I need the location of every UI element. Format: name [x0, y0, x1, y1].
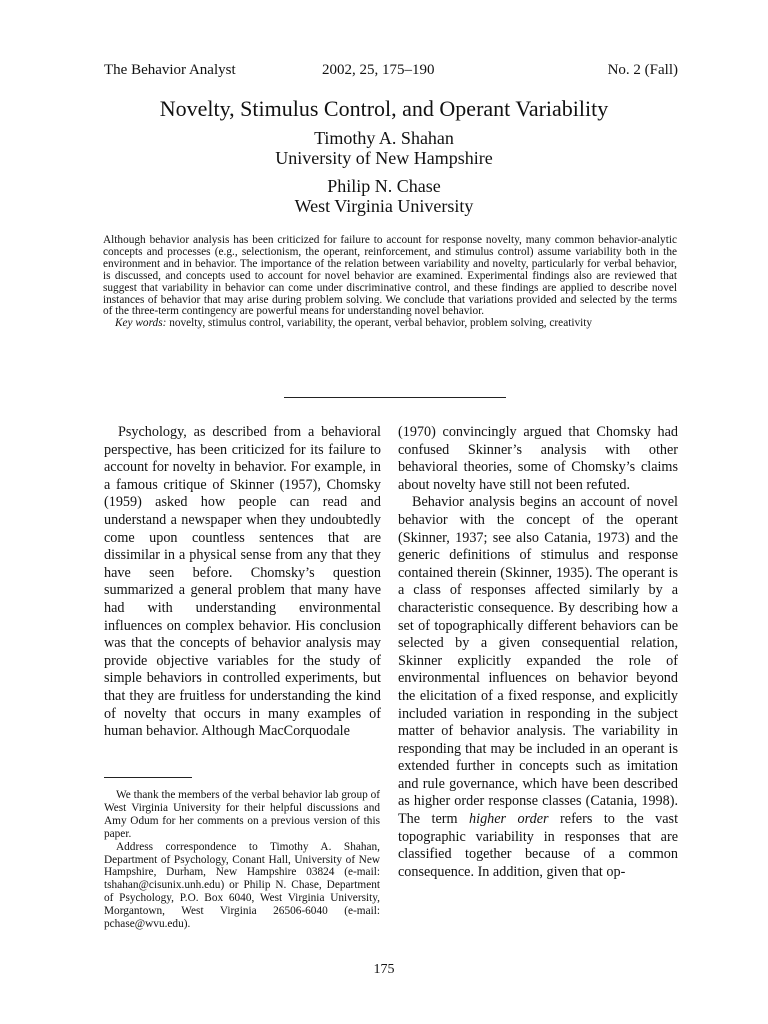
- footnote-acknowledgment: We thank the members of the verbal behavior lab group of West Virginia University for their helpful discussions and Amy Odum for her comments on a previous version of this paper.: [104, 789, 380, 840]
- body-paragraph: (1970) convincingly argued that Chomsky had confused Skinner’s analysis with other behavioral theories, some of Chomsky’s claims about novelty have still not been refuted.: [398, 424, 678, 493]
- paragraph-text: refers to the vast topographic variability in responses that are classified together because of a common consequence. In addition, given that op-: [398, 811, 679, 880]
- body-paragraph: [398, 494, 678, 881]
- footnote-divider: [104, 777, 192, 778]
- author-name-1: Timothy A. Shahan: [314, 128, 454, 148]
- abstract-text: Although behavior analysis has been criticized for failure to account for response novelty, many common behavior-analytic concepts and processes (e.g., selectionism, the operant, reinforcement, and stimulus control) assume variability both in the environment and in behavior. The importance of the relation between variability and novelty, particularly for verbal behavior, is discussed, and concepts used to account for novel behavior are examined. Experimental findings also are reviewed that suggest that variability in behavior can come under discriminative control, and these findings are applied to describe novel instances of behavior that may arise during problem solving. We conclude that variations provided and selected by the terms of the three-term contingency are powerful means for understanding novel behavior.: [103, 234, 677, 318]
- paragraph-text: Behavior analysis begins an account of novel behavior with the concept of the operant (Skinner, 1937; see also Catania, 1973) and the generic definitions of stimulus and response contained therein (Skinner, 1935). The operant is a class of responses affected similarly by a characteristic consequence. By describing how a set of topographically different behaviors can be selected by a given consequential relation, Skinner explicitly expanded the role of environmental influences on behavior beyond the elicitation of a fixed response, and explicitly included variation in responding in the subject matter of behavior analysis. The variability in responding that may be included in an operant is extended further in concepts such as imitation and rule governance, which have been described as higher order response classes (Catania, 1998). The term: [398, 494, 678, 828]
- body-column-right: [398, 424, 678, 881]
- body-paragraph: Psychology, as described from a behavioral perspective, has been criticized for its failure to account for novelty in behavior. For example, in a famous critique of Skinner (1957), Chomsky (1959) asked how people can read and understand a newspaper when they undoubtedly come upon countless sentences that are dissimilar in a physical sense from any that they have seen before. Chomsky’s question summarized a general problem that many have had with understanding environmental influences on complex behavior. His conclusion was that the concepts of behavior analysis may provide objective variables for the study of simple behaviors in controlled experiments, but that they are fruitless for understanding the kind of novelty that occurs in many examples of human behavior. Although MacCorquodale: [104, 424, 381, 740]
- body-column-left: [104, 424, 381, 741]
- keywords-label: Key words:: [115, 317, 167, 330]
- author-affiliation-1: University of New Hampshire: [275, 148, 493, 168]
- abstract: [103, 235, 677, 330]
- keywords: [103, 318, 677, 330]
- issue-info: No. 2 (Fall): [607, 62, 678, 78]
- page-number: 175: [373, 962, 395, 977]
- section-divider: [284, 397, 506, 398]
- keywords-list: novelty, stimulus control, variability, the operant, verbal behavior, problem solving, creativity: [169, 317, 593, 330]
- author-affiliation-2: West Virginia University: [294, 196, 474, 216]
- running-header: [0, 62, 768, 82]
- footnotes: [104, 789, 380, 931]
- article-title: Novelty, Stimulus Control, and Operant Variability: [159, 96, 609, 121]
- author-name-2: Philip N. Chase: [327, 176, 441, 196]
- citation-info: 2002, 25, 175–190: [322, 62, 435, 78]
- italic-term: higher order: [469, 811, 549, 828]
- journal-name: The Behavior Analyst: [104, 62, 236, 78]
- footnote-correspondence: Address correspondence to Timothy A. Shahan, Department of Psychology, Conant Hall, University of New Hampshire, Durham, New Hampshire 03824 (e-mail: tshahan@cisunix.unh.edu) or Philip N. Chase, Department of Psychology, P.O. Box 6040, West Virginia University, Morgantown, West Virginia 26506-6040 (e-mail: pchase@wvu.edu).: [104, 840, 380, 931]
